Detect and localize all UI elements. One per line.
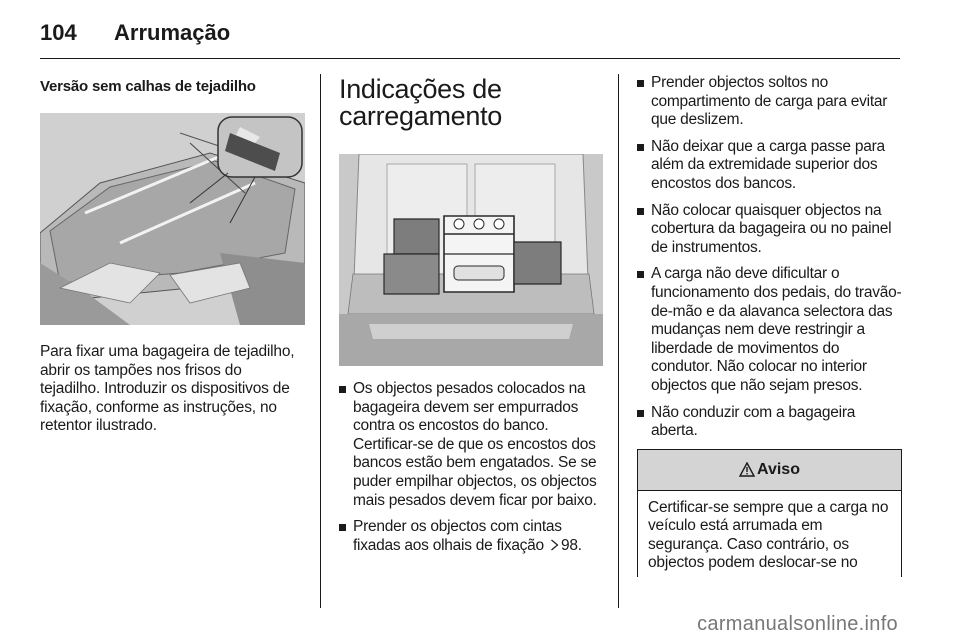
- bullet-square-icon: [637, 208, 644, 215]
- list-item: A carga não deve dificultar o funcionamento dos pedais, do travão-de-mão e da alavanca selectora das mudanças nem deve restringir a liberdade de movimentos do condutor. Não colocar no interior objectos que não sejam presos.: [637, 265, 902, 395]
- reference-page[interactable]: 98.: [561, 536, 582, 554]
- warning-title: Aviso: [757, 460, 800, 478]
- watermark: carmanualsonline.info: [697, 613, 898, 635]
- column-divider-2: [618, 74, 619, 608]
- loading-rules-list: [637, 74, 902, 441]
- bullet-square-icon: [637, 80, 644, 87]
- warning-text: Certificar-se sempre que a carga no veículo está arrumada em segurança. Caso contrário, os objectos podem deslocar-se no: [648, 498, 889, 572]
- warning-box: [637, 449, 902, 577]
- cargo-illustration-svg: [339, 154, 603, 366]
- right-column: [637, 74, 902, 577]
- roof-rack-illustration: [40, 113, 305, 325]
- list-item: Os objectos pesados colocados na bagageira devem ser empurrados contra os encostos do banco. Certificar-se de que os encostos dos bancos estão bem engatados. Se se puder empilhar objectos, os objectos mais pesados devem ficar por baixo.: [339, 380, 603, 510]
- roof-instructions: Para fixar uma bagageira de tejadilho, abrir os tampões nos frisos do tejadilho. Introduzir os dispositivos de fixação, conforme as instruções, no retentor ilustrado.: [40, 343, 295, 435]
- middle-column: [339, 74, 603, 563]
- warning-triangle-icon: [739, 462, 755, 477]
- section-heading-line2: carregamento: [339, 101, 502, 131]
- list-item: Não conduzir com a bagageira aberta.: [637, 404, 902, 441]
- bullet-square-icon: [637, 271, 644, 278]
- roof-illustration-svg: [40, 113, 305, 325]
- list-item: Não colocar quaisquer objectos na cobertura da bagageira ou no painel de instrumentos.: [637, 202, 902, 258]
- column-divider-1: [320, 74, 321, 608]
- roof-subheading: Versão sem calhas de tejadilho: [40, 78, 256, 95]
- chapter-title: Arrumação: [114, 20, 231, 45]
- bullet-square-icon: [637, 410, 644, 417]
- section-heading: [339, 76, 603, 130]
- loading-bullet-list: [339, 380, 603, 555]
- bullet-square-icon: [637, 144, 644, 151]
- bullet-square-icon: [339, 524, 346, 531]
- left-column: [40, 74, 305, 436]
- list-item: Não deixar que a carga passe para além da extremidade superior dos encostos dos bancos.: [637, 138, 902, 194]
- page-number: 104: [40, 20, 77, 45]
- page-header: [40, 16, 230, 50]
- warning-header: [638, 450, 901, 491]
- reference-arrow-icon: [550, 539, 559, 551]
- cargo-area-illustration: [339, 154, 603, 366]
- section-heading-line1: Indicações de: [339, 74, 502, 104]
- list-item: Prender objectos soltos no compartimento de carga para evitar que deslizem.: [637, 74, 902, 130]
- header-rule: [40, 58, 900, 59]
- bullet-square-icon: [339, 386, 346, 393]
- list-item: Prender os objectos com cintas fixadas aos olhais de fixação 98.: [339, 518, 603, 555]
